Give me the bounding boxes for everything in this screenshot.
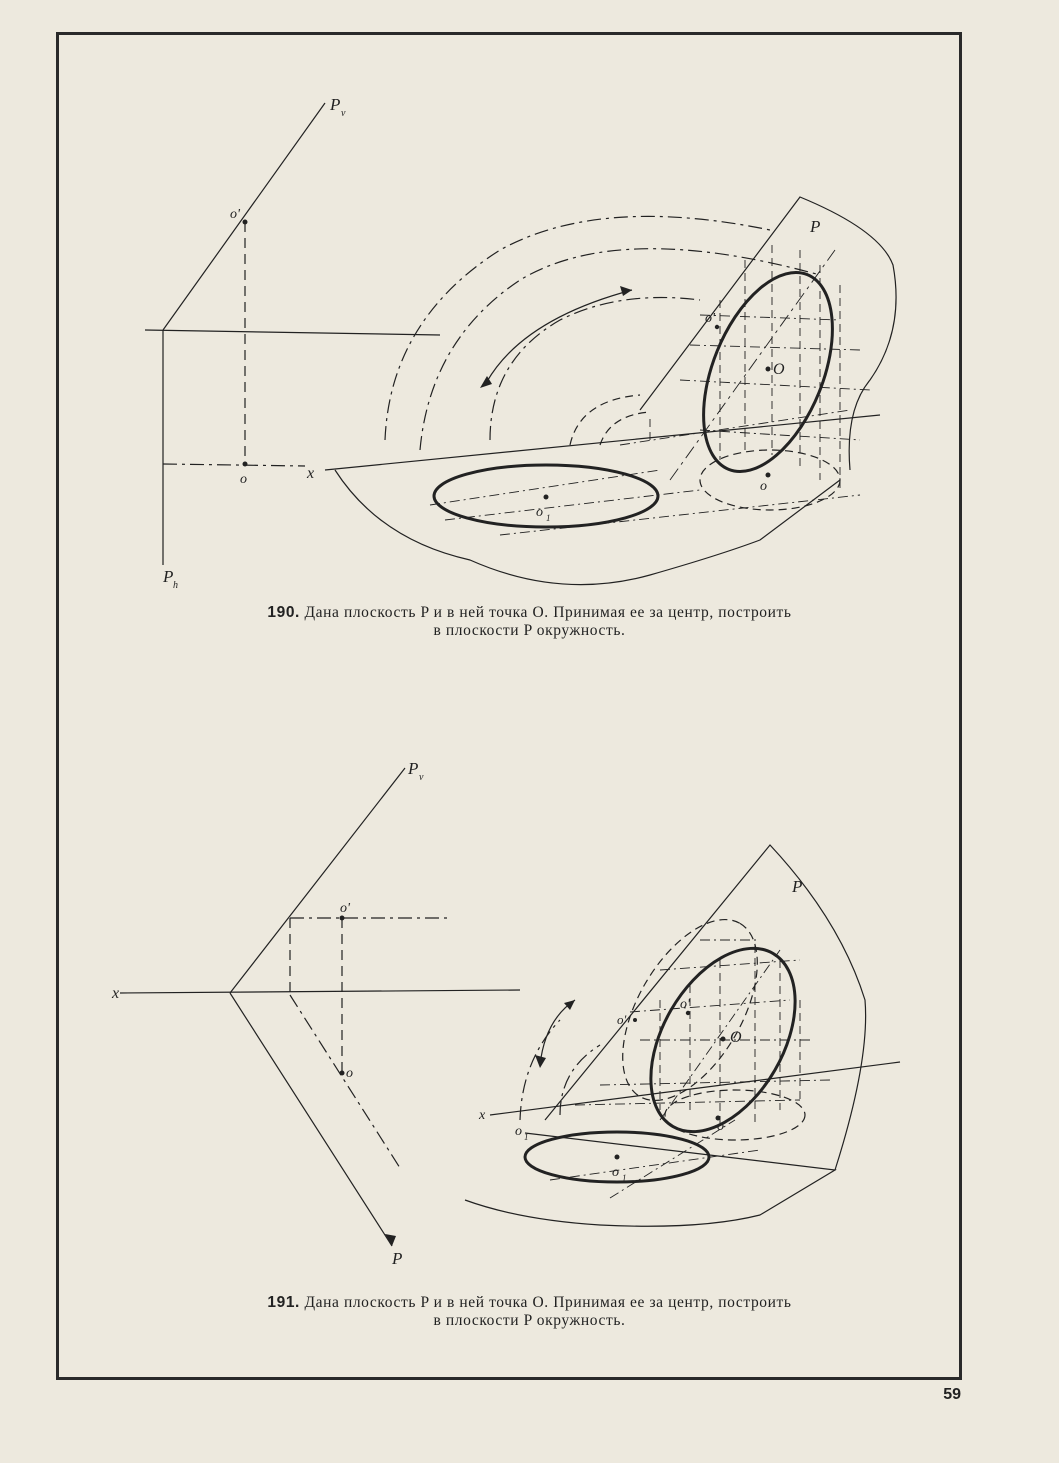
label-o-bottom: o	[717, 1119, 724, 1134]
label-x: x	[112, 985, 120, 1002]
figure-number: 191.	[267, 1294, 300, 1311]
label-pv: P	[330, 95, 341, 114]
label-pv-sub: v	[341, 108, 346, 119]
label-o-prime: o'	[230, 207, 240, 222]
caption-line2: в плоскости P окружность.	[433, 1312, 626, 1329]
label-o-center: O	[773, 361, 785, 378]
label-o-prime-3d: o'	[680, 997, 690, 1012]
label-o1-sub: 1	[622, 1173, 627, 1183]
label-o-prime: o'	[340, 901, 350, 916]
label-o1-sub: 1	[546, 513, 551, 523]
label-o-left: o'	[617, 1012, 627, 1027]
label-o1: o	[612, 1165, 619, 1180]
label-o1: o	[536, 505, 543, 520]
caption-191-line2	[0, 1312, 1059, 1330]
label-pv: P	[408, 759, 419, 778]
label-ph: P	[163, 567, 174, 586]
caption-191	[0, 1294, 1059, 1312]
label-ph-sub: h	[173, 580, 178, 591]
label-o-prime-3d: o'	[705, 311, 715, 326]
figure-number: 190.	[267, 604, 300, 621]
label-p-lower: P	[392, 1249, 403, 1268]
label-o-bottom: o	[760, 479, 767, 494]
label-x-3d: x	[479, 1108, 486, 1123]
label-o: o	[240, 472, 247, 487]
label-o1-left-sub: 1	[524, 1132, 529, 1142]
caption-line1: Дана плоскость P и в ней точка O. Принимая ее за центр, построить	[304, 1294, 792, 1311]
caption-line1: Дана плоскость P и в ней точка O. Принимая ее за центр, построить	[304, 604, 792, 621]
page-number: 59	[943, 1386, 961, 1403]
label-o: o	[346, 1066, 353, 1081]
label-p: P	[810, 217, 821, 236]
caption-line2: в плоскости P окружность.	[433, 622, 626, 639]
label-o-center: O	[730, 1029, 742, 1046]
label-x: x	[307, 465, 315, 482]
label-pv-sub: v	[419, 772, 424, 783]
label-p: P	[792, 877, 803, 896]
label-o1-left: o	[515, 1124, 522, 1139]
